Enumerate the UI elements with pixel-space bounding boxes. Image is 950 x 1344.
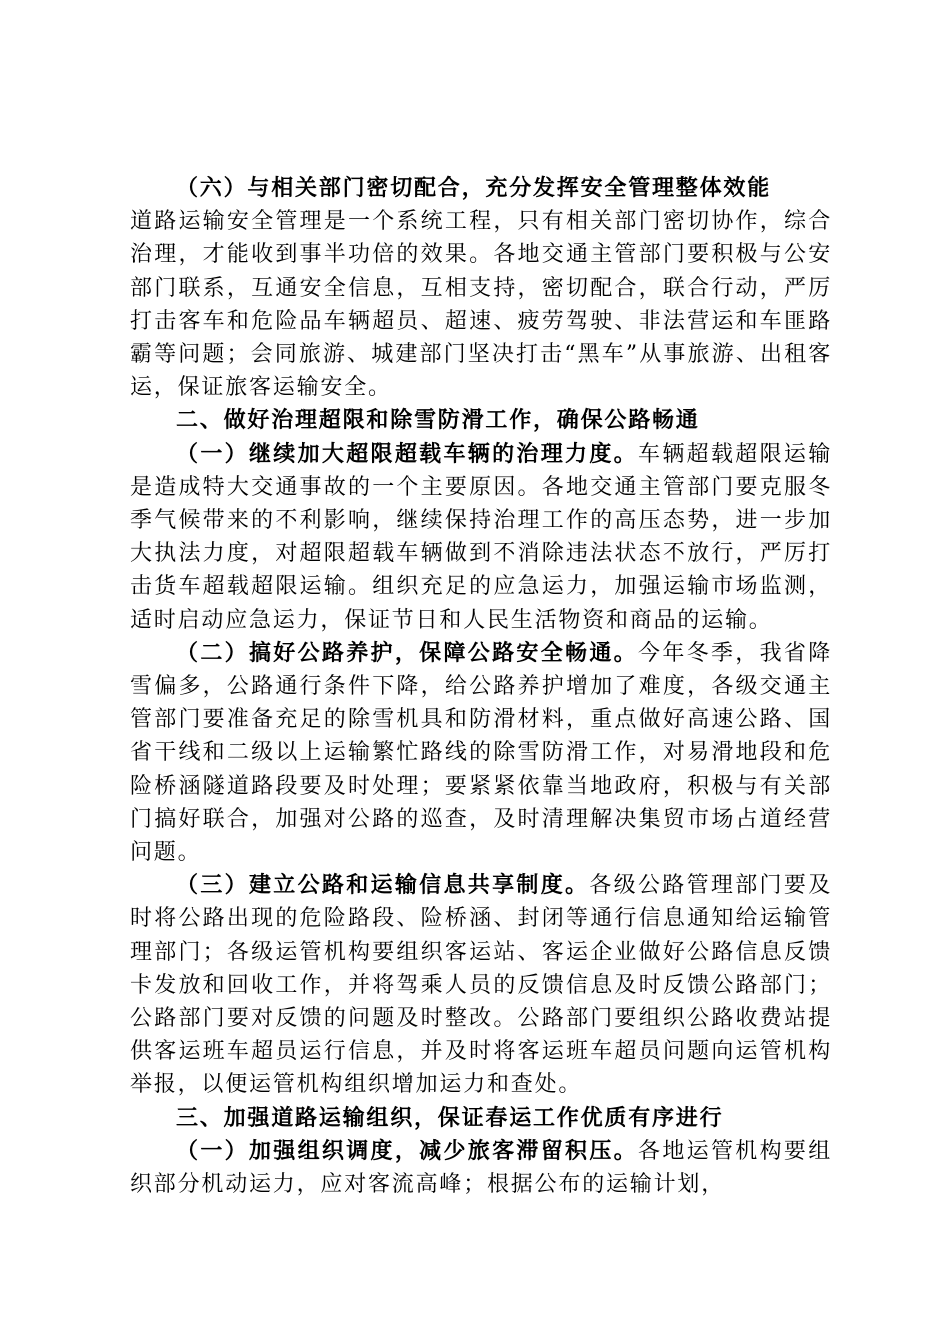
paragraph-body: 车辆超载超限运输是造成特大交通事故的一个主要原因。各地交通主管部门要克服冬季气候带来的不利影响，继续保持治理工作的高压态势，进一步加大执法力度，对超限超载车辆做到不消除违法状态不放行，严厉打击货车超载超限运输。组织充足的应急运力，加强运输市场监测，适时启动应急运力，保证节日和人民生活物资和商品的运输。: [130, 441, 833, 633]
paragraph-lead: （三）建立公路和运输信息共享制度。: [176, 873, 590, 899]
paragraph-info-sharing: [130, 869, 832, 1101]
paragraph-lead: （二）搞好公路养护，保障公路安全畅通。: [176, 640, 638, 666]
paragraph-dispatch: [130, 1135, 832, 1201]
paragraph-road-maintenance: [130, 637, 832, 869]
section-6-heading: （六）与相关部门密切配合，充分发挥安全管理整体效能: [176, 176, 772, 201]
paragraph-lead: （一）继续加大超限超载车辆的治理力度。: [176, 441, 638, 467]
paragraph-body: 各地运管机构要组织部分机动运力，应对客流高峰；根据公布的运输计划，: [130, 1138, 833, 1198]
paragraph-overload-control: [130, 438, 832, 637]
paragraph-lead: （一）加强组织调度，减少旅客滞留积压。: [176, 1138, 638, 1164]
paragraph-body: 今年冬季，我省降雪偏多，公路通行条件下降，给公路养护增加了难度，各级交通主管部门要准备充足的除雪机具和防滑材料，重点做好高速公路、国省干线和二级以上运输繁忙路线的除雪防滑工作，对易滑地段和危险桥涵隧道路段要及时处理；要紧紧依靠当地政府，积极与有关部门搞好联合，加强对公路的巡查，及时清理解决集贸市场占道经营问题。: [130, 640, 833, 866]
paragraph-body: 各级公路管理部门要及时将公路出现的危险路段、险桥涵、封闭等通行信息通知给运输管理部门；各级运管机构要组织客运站、客运企业做好公路信息反馈卡发放和回收工作，并将驾乘人员的反馈信息及时反馈公路部门；公路部门要对反馈的问题及时整改。公路部门要组织公路收费站提供客运班车超员运行信息，并及时将客运班车超员问题向运管机构举报，以便运管机构组织增加运力和查处。: [130, 873, 832, 1098]
document-page: [130, 172, 832, 1201]
paragraph-safety-cooperation: 道路运输安全管理是一个系统工程，只有相关部门密切协作，综合治理，才能收到事半功倍的效果。各地交通主管部门要积极与公安部门联系，互通安全信息，互相支持，密切配合，联合行动，严厉打击客车和危险品车辆超员、超速、疲劳驾驶、非法营运和车匪路霸等问题；会同旅游、城建部门坚决打击“黑车”从事旅游、出租客运，保证旅客运输安全。: [130, 209, 832, 401]
heading-part-2: 二、做好治理超限和除雪防滑工作，确保公路畅通: [176, 408, 700, 434]
heading-part-3: 三、加强道路运输组织，保证春运工作优质有序进行: [176, 1105, 724, 1131]
